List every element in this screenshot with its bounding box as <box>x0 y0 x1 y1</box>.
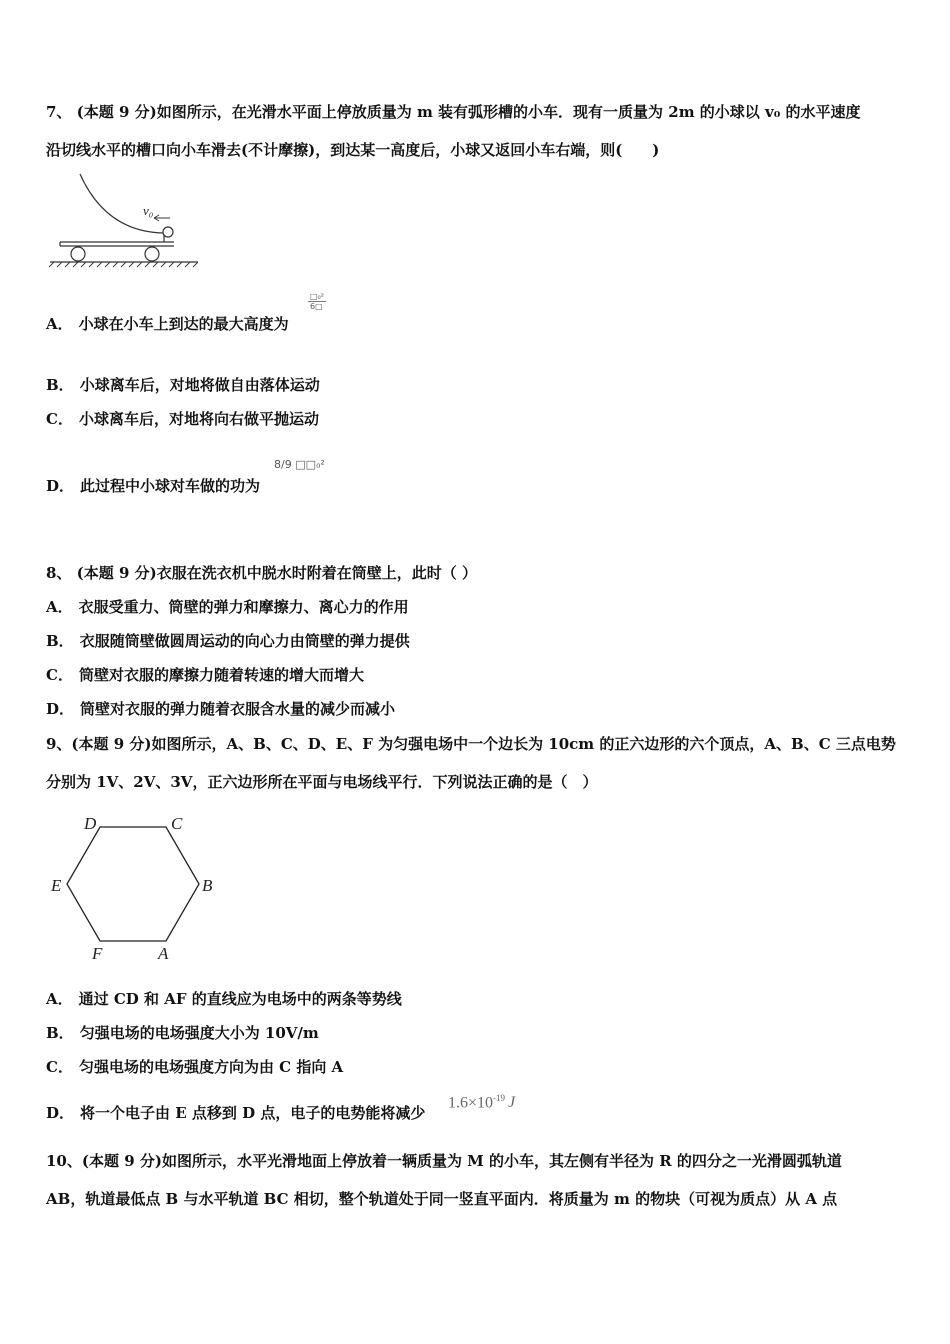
q10-stem-line2: AB，轨道最低点 B 与水平轨道 BC 相切，整个轨道处于同一竖直平面内．将质量为 m 的物块（可视为质点）从 A 点 <box>46 1190 838 1208</box>
q8-option-c-text: 筒壁对衣服的摩擦力随着转速的增大而增大 <box>78 666 364 684</box>
q10-stem-line1: 10、(本题 9 分)如图所示，水平光滑地面上停放着一辆质量为 M 的小车，其左侧有半径为 R 的四分之一光滑圆弧轨道 <box>46 1152 842 1170</box>
q9-option-d <box>46 1103 425 1123</box>
q9-option-a <box>46 989 402 1009</box>
q7-option-b-letter: B． <box>46 376 74 394</box>
q9-formula-unit: J <box>508 1094 516 1112</box>
q7-option-a-formula <box>308 292 326 311</box>
q9-label-b: B <box>202 876 213 895</box>
q9-option-d-formula <box>448 1093 515 1112</box>
q8-option-c-letter: C． <box>46 666 73 684</box>
q7-option-c <box>46 409 319 429</box>
q7-option-a-letter: A． <box>46 315 73 333</box>
q7-stem-line2: 沿切线水平的槽口向小车滑去(不计摩擦)，到达某一高度后，小球又返回小车右端，则( ) <box>46 141 660 159</box>
q9-hexagon <box>67 827 199 941</box>
q7-option-a-formula-denominator: 6□ <box>310 302 323 311</box>
q9-label-c: C <box>171 814 183 833</box>
q7-option-b-text: 小球离车后，对地将做自由落体运动 <box>79 376 320 394</box>
q9-label-e: E <box>51 876 62 895</box>
q9-label-f: F <box>92 944 103 963</box>
q9-option-c-letter: C． <box>46 1058 73 1076</box>
q7-option-b <box>46 375 320 395</box>
q9-option-b-text: 匀强电场的电场强度大小为 10V/m <box>79 1024 319 1042</box>
q9-option-d-letter: D． <box>46 1104 75 1122</box>
q7-option-d-text: 此过程中小球对车做的功为 <box>80 477 261 495</box>
q8-option-a-letter: A． <box>46 598 73 616</box>
q9-hexagon-figure <box>46 812 226 962</box>
q9-option-c <box>46 1057 343 1077</box>
q8-option-b-text: 衣服随筒壁做圆周运动的向心力由筒壁的弹力提供 <box>79 632 410 650</box>
q9-stem-line1: 9、(本题 9 分)如图所示，A、B、C、D、E、F 为匀强电场中一个边长为 10cm 的正六边形的六个顶点，A、B、C 三点电势 <box>46 735 896 753</box>
q8-option-c <box>46 665 364 685</box>
q9-stem-line2: 分别为 1V、2V、3V，正六边形所在平面与电场线平行．下列说法正确的是（ ） <box>46 773 598 791</box>
q9-option-b-letter: B． <box>46 1024 74 1042</box>
q7-velocity-label: v₀ <box>143 203 154 218</box>
q7-option-c-letter: C． <box>46 410 73 428</box>
q7-cart-figure <box>46 170 206 270</box>
q8-option-b-letter: B． <box>46 632 74 650</box>
q7-option-d-letter: D． <box>46 477 75 495</box>
q8-option-a-text: 衣服受重力、筒壁的弹力和摩擦力、离心力的作用 <box>78 598 409 616</box>
q7-option-a <box>46 314 289 334</box>
q9-option-a-text: 通过 CD 和 AF 的直线应为电场中的两条等势线 <box>78 990 402 1008</box>
q9-formula-base: 1.6×10 <box>448 1094 494 1112</box>
q7-option-d <box>46 476 260 496</box>
q8-option-b <box>46 631 410 651</box>
q7-option-a-text: 小球在小车上到达的最大高度为 <box>78 315 289 333</box>
q8-option-d-letter: D． <box>46 700 75 718</box>
q7-option-a-formula-numerator: □₀² <box>310 292 324 301</box>
q9-option-d-text: 将一个电子由 E 点移到 D 点，电子的电势能将减少 <box>80 1104 426 1122</box>
q8-option-d-text: 筒壁对衣服的弹力随着衣服含水量的减少而减小 <box>80 700 396 718</box>
q8-option-d <box>46 699 395 719</box>
q9-option-a-letter: A． <box>46 990 73 1008</box>
q8-option-a <box>46 597 409 617</box>
q7-stem-line1: 7、 (本题 9 分)如图所示，在光滑水平面上停放质量为 m 装有弧形槽的小车．现有一质量为 2m 的小球以 v₀ 的水平速度 <box>46 103 861 121</box>
q9-formula-exponent: -19 <box>493 1093 506 1103</box>
q7-option-d-formula: 8/9 □□₀² <box>274 458 325 471</box>
q9-label-d: D <box>84 814 97 833</box>
q9-label-a: A <box>158 944 169 963</box>
q8-stem: 8、 (本题 9 分)衣服在洗衣机中脱水时附着在筒壁上，此时（ ） <box>46 564 477 582</box>
q9-option-b <box>46 1023 319 1043</box>
q9-option-c-text: 匀强电场的电场强度方向为由 C 指向 A <box>78 1058 344 1076</box>
q7-option-c-text: 小球离车后，对地将向右做平抛运动 <box>78 410 319 428</box>
